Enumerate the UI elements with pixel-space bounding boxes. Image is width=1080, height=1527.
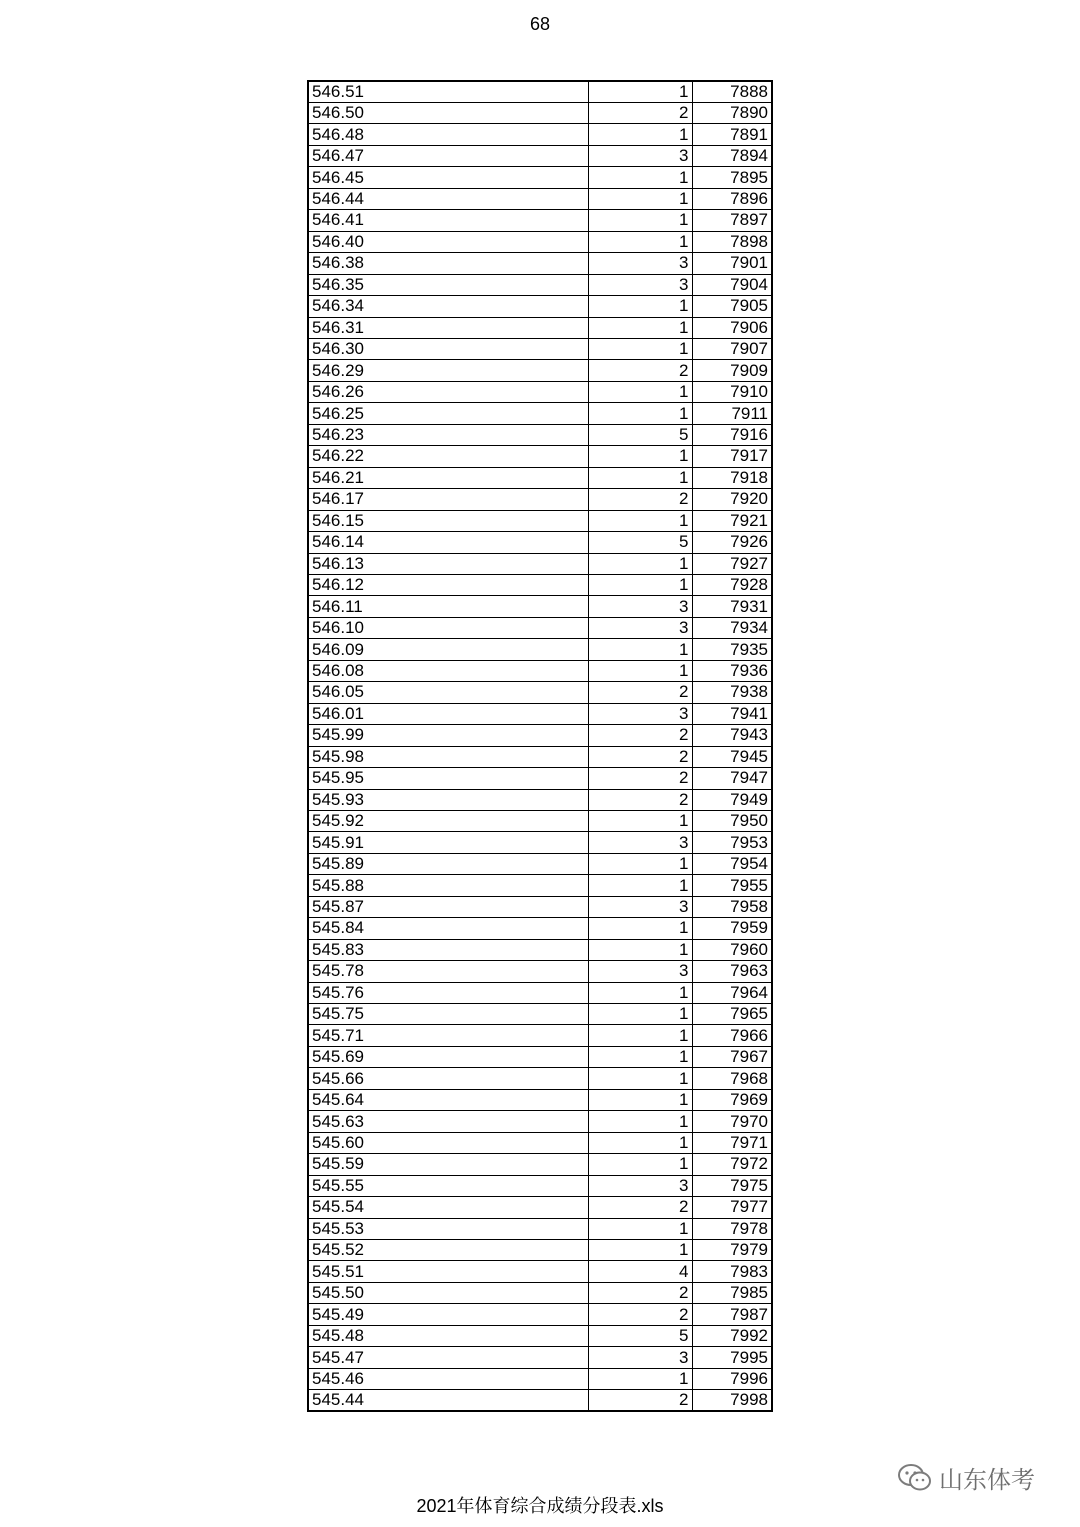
count-cell: 1 [588,1046,692,1067]
score-cell: 546.29 [308,360,588,381]
cumulative-cell: 7966 [692,1025,772,1046]
count-cell: 1 [588,1154,692,1175]
table-row [308,188,772,209]
score-cell: 545.92 [308,810,588,831]
cumulative-cell: 7987 [692,1304,772,1325]
cumulative-cell: 7963 [692,961,772,982]
cumulative-cell: 7969 [692,1089,772,1110]
table-row [308,1390,772,1412]
table-row [308,231,772,252]
table-row [308,1068,772,1089]
score-cell: 545.93 [308,789,588,810]
count-cell: 3 [588,274,692,295]
table-row [308,639,772,660]
count-cell: 1 [588,1368,692,1389]
score-cell: 546.44 [308,188,588,209]
table-row [308,918,772,939]
count-cell: 2 [588,103,692,124]
count-cell: 1 [588,403,692,424]
count-cell: 3 [588,596,692,617]
count-cell: 3 [588,961,692,982]
table-row [308,381,772,402]
table-row [308,467,772,488]
cumulative-cell: 7890 [692,103,772,124]
page-number: 68 [529,14,551,34]
table-row [308,1347,772,1368]
count-cell: 1 [588,1218,692,1239]
score-cell: 545.49 [308,1304,588,1325]
table-row [308,81,772,103]
count-cell: 2 [588,360,692,381]
score-cell: 546.48 [308,124,588,145]
table-row [308,1325,772,1346]
table-row [308,1240,772,1261]
score-distribution-table [307,80,773,1412]
count-cell: 1 [588,939,692,960]
count-cell: 1 [588,124,692,145]
count-cell: 5 [588,532,692,553]
score-cell: 546.23 [308,424,588,445]
cumulative-cell: 7964 [692,982,772,1003]
count-cell: 3 [588,1347,692,1368]
table-row [308,1282,772,1303]
count-cell: 2 [588,1282,692,1303]
score-cell: 545.53 [308,1218,588,1239]
count-cell: 1 [588,381,692,402]
cumulative-cell: 7904 [692,274,772,295]
score-cell: 545.46 [308,1368,588,1389]
count-cell: 1 [588,510,692,531]
count-cell: 2 [588,682,692,703]
count-cell: 2 [588,1197,692,1218]
cumulative-cell: 7916 [692,424,772,445]
count-cell: 1 [588,317,692,338]
cumulative-cell: 7921 [692,510,772,531]
count-cell: 1 [588,446,692,467]
cumulative-cell: 7953 [692,832,772,853]
count-cell: 1 [588,167,692,188]
count-cell: 1 [588,188,692,209]
table-row [308,746,772,767]
score-cell: 546.11 [308,596,588,617]
table-row [308,703,772,724]
table-row [308,875,772,896]
count-cell: 4 [588,1261,692,1282]
score-cell: 545.87 [308,896,588,917]
footer-file-title: 2021年体育综合成绩分段表.xls [416,1496,664,1516]
cumulative-cell: 7895 [692,167,772,188]
score-cell: 545.71 [308,1025,588,1046]
table-row [308,1111,772,1132]
table-row [308,424,772,445]
table-row [308,1175,772,1196]
score-cell: 545.52 [308,1240,588,1261]
score-cell: 545.84 [308,918,588,939]
table-row [308,338,772,359]
score-cell: 546.40 [308,231,588,252]
cumulative-cell: 7992 [692,1325,772,1346]
score-cell: 545.66 [308,1068,588,1089]
cumulative-cell: 7967 [692,1046,772,1067]
score-cell: 545.48 [308,1325,588,1346]
table-row [308,660,772,681]
cumulative-cell: 7927 [692,553,772,574]
table-row [308,1261,772,1282]
cumulative-cell: 7977 [692,1197,772,1218]
cumulative-cell: 7965 [692,1004,772,1025]
table-row [308,1304,772,1325]
count-cell: 1 [588,810,692,831]
count-cell: 1 [588,210,692,231]
cumulative-cell: 7975 [692,1175,772,1196]
score-cell: 545.54 [308,1197,588,1218]
count-cell: 2 [588,746,692,767]
count-cell: 3 [588,617,692,638]
table-row [308,1004,772,1025]
score-cell: 545.98 [308,746,588,767]
table-row [308,896,772,917]
cumulative-cell: 7896 [692,188,772,209]
count-cell: 3 [588,703,692,724]
table-row [308,1368,772,1389]
table-row [308,532,772,553]
table-row [308,961,772,982]
score-cell: 546.38 [308,253,588,274]
cumulative-cell: 7920 [692,489,772,510]
cumulative-cell: 7917 [692,446,772,467]
score-cell: 545.88 [308,875,588,896]
watermark-text: 山东体考 [939,1466,1035,1494]
table-row [308,1025,772,1046]
count-cell: 3 [588,145,692,166]
cumulative-cell: 7960 [692,939,772,960]
table-row [308,1046,772,1067]
table-row [308,574,772,595]
cumulative-cell: 7888 [692,81,772,103]
score-cell: 546.17 [308,489,588,510]
count-cell: 2 [588,1390,692,1412]
score-cell: 546.12 [308,574,588,595]
cumulative-cell: 7972 [692,1154,772,1175]
score-cell: 545.76 [308,982,588,1003]
score-cell: 546.34 [308,296,588,317]
cumulative-cell: 7928 [692,574,772,595]
cumulative-cell: 7995 [692,1347,772,1368]
score-cell: 546.21 [308,467,588,488]
cumulative-cell: 7898 [692,231,772,252]
table-body [308,81,772,1411]
cumulative-cell: 7978 [692,1218,772,1239]
count-cell: 1 [588,338,692,359]
count-cell: 1 [588,574,692,595]
score-cell: 545.47 [308,1347,588,1368]
cumulative-cell: 7970 [692,1111,772,1132]
score-cell: 546.13 [308,553,588,574]
score-cell: 545.83 [308,939,588,960]
score-cell: 546.35 [308,274,588,295]
cumulative-cell: 7985 [692,1282,772,1303]
table-row [308,124,772,145]
count-cell: 1 [588,660,692,681]
cumulative-cell: 7945 [692,746,772,767]
cumulative-cell: 7958 [692,896,772,917]
score-cell: 546.45 [308,167,588,188]
cumulative-cell: 7979 [692,1240,772,1261]
cumulative-cell: 7959 [692,918,772,939]
score-cell: 546.05 [308,682,588,703]
count-cell: 1 [588,1068,692,1089]
cumulative-cell: 7954 [692,853,772,874]
score-cell: 545.51 [308,1261,588,1282]
cumulative-cell: 7931 [692,596,772,617]
score-cell: 546.26 [308,381,588,402]
score-cell: 545.78 [308,961,588,982]
cumulative-cell: 7968 [692,1068,772,1089]
score-cell: 546.01 [308,703,588,724]
count-cell: 1 [588,553,692,574]
cumulative-cell: 7926 [692,532,772,553]
count-cell: 3 [588,1175,692,1196]
score-cell: 546.10 [308,617,588,638]
cumulative-cell: 7909 [692,360,772,381]
table-row [308,317,772,338]
count-cell: 3 [588,896,692,917]
table-row [308,617,772,638]
cumulative-cell: 7905 [692,296,772,317]
count-cell: 1 [588,1132,692,1153]
table-row [308,982,772,1003]
table-row [308,725,772,746]
score-cell: 546.51 [308,81,588,103]
score-cell: 546.25 [308,403,588,424]
table-row [308,768,772,789]
count-cell: 5 [588,1325,692,1346]
cumulative-cell: 7971 [692,1132,772,1153]
count-cell: 2 [588,489,692,510]
score-cell: 545.95 [308,768,588,789]
table-row [308,682,772,703]
table-row [308,853,772,874]
count-cell: 1 [588,1004,692,1025]
table-row [308,832,772,853]
cumulative-cell: 7918 [692,467,772,488]
table-row [308,789,772,810]
cumulative-cell: 7934 [692,617,772,638]
score-cell: 546.31 [308,317,588,338]
table-row [308,1197,772,1218]
cumulative-cell: 7936 [692,660,772,681]
cumulative-cell: 7935 [692,639,772,660]
table-row [308,939,772,960]
score-cell: 545.55 [308,1175,588,1196]
wechat-icon [897,1463,933,1493]
score-cell: 546.22 [308,446,588,467]
table-row [308,1218,772,1239]
table-row [308,167,772,188]
count-cell: 1 [588,231,692,252]
score-cell: 545.60 [308,1132,588,1153]
table-row [308,1089,772,1110]
table-row [308,210,772,231]
count-cell: 1 [588,467,692,488]
score-cell: 546.09 [308,639,588,660]
cumulative-cell: 7894 [692,145,772,166]
cumulative-cell: 7911 [692,403,772,424]
cumulative-cell: 7943 [692,725,772,746]
count-cell: 2 [588,789,692,810]
score-cell: 546.08 [308,660,588,681]
count-cell: 1 [588,1025,692,1046]
cumulative-cell: 7907 [692,338,772,359]
count-cell: 1 [588,1240,692,1261]
cumulative-cell: 7906 [692,317,772,338]
count-cell: 1 [588,81,692,103]
score-cell: 546.30 [308,338,588,359]
cumulative-cell: 7998 [692,1390,772,1412]
score-cell: 546.15 [308,510,588,531]
cumulative-cell: 7901 [692,253,772,274]
table-row [308,553,772,574]
score-cell: 545.59 [308,1154,588,1175]
count-cell: 5 [588,424,692,445]
score-cell: 546.14 [308,532,588,553]
cumulative-cell: 7955 [692,875,772,896]
table-row [308,810,772,831]
cumulative-cell: 7941 [692,703,772,724]
table-row [308,296,772,317]
table-row [308,446,772,467]
count-cell: 1 [588,875,692,896]
table-row [308,103,772,124]
count-cell: 1 [588,1089,692,1110]
score-cell: 545.75 [308,1004,588,1025]
score-cell: 545.50 [308,1282,588,1303]
score-cell: 546.50 [308,103,588,124]
cumulative-cell: 7996 [692,1368,772,1389]
score-cell: 546.41 [308,210,588,231]
score-cell: 546.47 [308,145,588,166]
table-row [308,360,772,381]
cumulative-cell: 7949 [692,789,772,810]
count-cell: 2 [588,725,692,746]
count-cell: 2 [588,768,692,789]
table-row [308,1154,772,1175]
table-row [308,1132,772,1153]
count-cell: 3 [588,253,692,274]
score-cell: 545.99 [308,725,588,746]
cumulative-cell: 7947 [692,768,772,789]
cumulative-cell: 7891 [692,124,772,145]
table-row [308,403,772,424]
watermark [897,1460,1035,1495]
count-cell: 1 [588,639,692,660]
count-cell: 3 [588,832,692,853]
count-cell: 1 [588,296,692,317]
count-cell: 1 [588,918,692,939]
score-cell: 545.44 [308,1390,588,1412]
table-row [308,489,772,510]
table-row [308,596,772,617]
cumulative-cell: 7938 [692,682,772,703]
count-cell: 1 [588,853,692,874]
table-row [308,274,772,295]
count-cell: 2 [588,1304,692,1325]
cumulative-cell: 7950 [692,810,772,831]
score-cell: 545.69 [308,1046,588,1067]
cumulative-cell: 7897 [692,210,772,231]
score-cell: 545.91 [308,832,588,853]
count-cell: 1 [588,982,692,1003]
cumulative-cell: 7983 [692,1261,772,1282]
table-row [308,145,772,166]
score-cell: 545.89 [308,853,588,874]
table-row [308,510,772,531]
score-cell: 545.63 [308,1111,588,1132]
count-cell: 1 [588,1111,692,1132]
table-row [308,253,772,274]
score-cell: 545.64 [308,1089,588,1110]
cumulative-cell: 7910 [692,381,772,402]
